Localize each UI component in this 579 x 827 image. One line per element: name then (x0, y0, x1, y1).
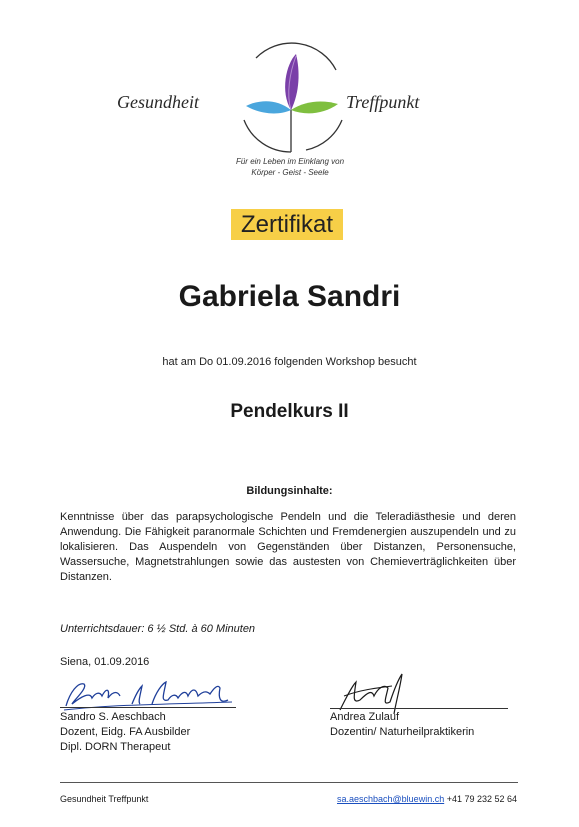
signature-line-2 (330, 708, 508, 709)
signer-1 (60, 710, 190, 755)
recipient-name: Gabriela Sandri (178, 280, 401, 313)
course-duration: Unterrichtsdauer: 6 ½ Std. à 60 Minuten (60, 623, 256, 635)
signer-1-role: Dozent, Eidg. FA Ausbilder (60, 726, 191, 738)
course-name: Pendelkurs II (230, 401, 349, 422)
signature-line-1 (60, 707, 236, 708)
attendance-statement: hat am Do 01.09.2016 folgenden Workshop besucht (162, 356, 417, 368)
brand-name-left: Gesundheit (117, 92, 199, 112)
place-date: Siena, 01.09.2016 (60, 656, 150, 668)
brand-name-right: Treffpunkt (346, 92, 420, 112)
section-title: Bildungsinhalte: (246, 485, 333, 497)
footer-phone: +41 79 232 52 64 (444, 794, 518, 804)
tagline-line-2: Körper - Geist - Seele (251, 168, 329, 177)
signer-1-qualification: Dipl. DORN Therapeut (60, 741, 171, 753)
footer-organization: Gesundheit Treffpunkt (60, 794, 149, 804)
signer-2 (330, 710, 474, 740)
course-description: Kenntnisse über das parapsychologische Pendeln und die Teleradiästhesie und deren Anwendung. Die Fähigkeit paranormale Schichten und Fremdenergien auszupendeln und zu lokalisieren. Das Auspendeln von Gegenständen über Distanzen, Personensuche, Wassersuche, Magnetstrahlungen sowie das austesten von Chemieverträglichkeiten über Distanzen. (60, 511, 516, 583)
footer-email-link[interactable]: sa.aeschbach@bluewin.ch (337, 794, 445, 804)
signer-2-name: Andrea Zulauf (330, 711, 400, 723)
certificate-title: Zertifikat (231, 209, 343, 240)
footer-contact (337, 794, 517, 804)
footer-divider (60, 782, 518, 783)
signer-2-role: Dozentin/ Naturheilpraktikerin (330, 726, 475, 738)
tagline-line-1: Für ein Leben im Einklang von (235, 157, 345, 166)
signer-1-name: Sandro S. Aeschbach (60, 711, 166, 723)
